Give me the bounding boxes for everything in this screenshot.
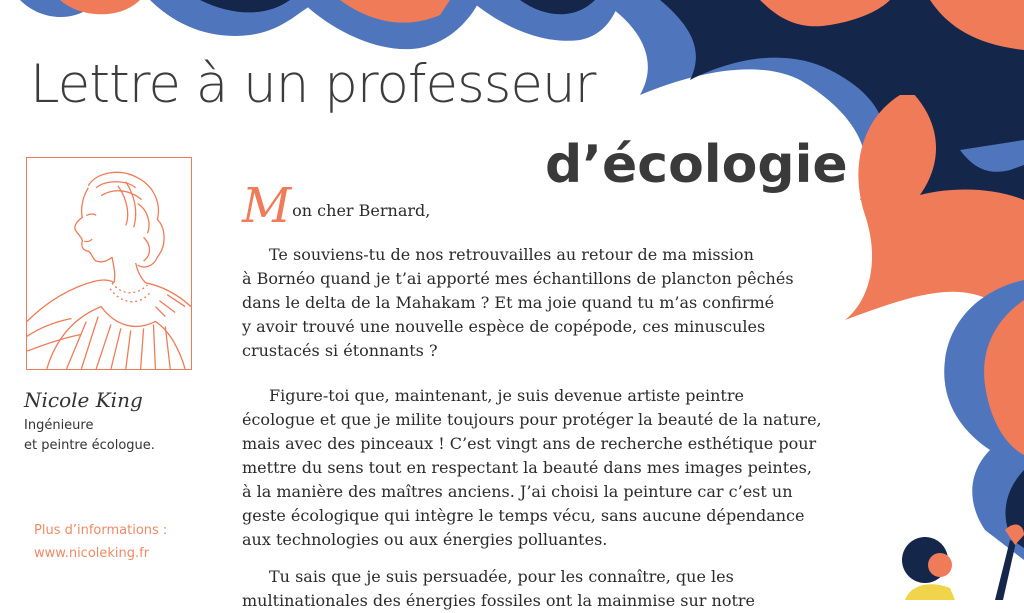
paragraph-line: à Bornéo quand je t’ai apporté mes échantillons de plancton pêchés	[242, 269, 794, 288]
salutation-text: on cher Bernard,	[292, 201, 431, 220]
letter-paragraph-3	[242, 565, 822, 613]
paragraph-line: dans le delta de la Mahakam ? Et ma joie quand tu m’as confirmé	[242, 293, 775, 312]
paragraph-line: à la manière des maîtres anciens. J’ai choisi la peinture car c’est un	[242, 482, 793, 501]
letter-salutation	[242, 178, 430, 234]
article-title-line2: d’écologie	[545, 135, 848, 195]
author-role-line2: et peintre écologue.	[24, 438, 155, 453]
paragraph-line: mais avec des pinceaux ! C’est vingt ans de recherche esthétique pour	[242, 434, 817, 453]
paragraph-line: Te souviens-tu de nos retrouvailles au retour de ma mission	[269, 245, 754, 264]
letter-paragraph-2	[242, 384, 822, 552]
author-caption	[24, 416, 194, 456]
paragraph-line: Tu sais que je suis persuadée, pour les connaître, que les	[269, 567, 734, 586]
more-info-label: Plus d’informations :	[34, 523, 168, 538]
drop-cap: M	[242, 178, 292, 234]
paragraph-line: écologue et que je milite toujours pour protéger la beauté de la nature,	[242, 410, 822, 429]
author-website-link[interactable]: www.nicoleking.fr	[34, 546, 150, 561]
portrait-drawing-icon	[27, 158, 191, 369]
author-role-line1: Ingénieure	[24, 418, 94, 433]
more-info	[34, 519, 214, 565]
paragraph-line: mettre du sens tout en respectant la beauté dans mes images peintes,	[242, 458, 812, 477]
paragraph-line: y avoir trouvé une nouvelle espèce de copépode, ces minuscules	[242, 317, 766, 336]
author-signature: Nicole King	[24, 388, 143, 412]
article-title-line1: Lettre à un professeur	[30, 54, 596, 115]
paragraph-line: multinationales des énergies fossiles ont la mainmise sur notre	[242, 591, 756, 610]
paragraph-line: crustacés si étonnants ?	[242, 341, 438, 360]
paragraph-line: geste écologique qui intègre le temps vécu, sans aucune dépendance	[242, 506, 805, 525]
paragraph-line: aux technologies ou aux énergies polluantes.	[242, 530, 608, 549]
paragraph-line: Figure-toi que, maintenant, je suis devenue artiste peintre	[269, 386, 744, 405]
author-portrait	[26, 157, 192, 370]
letter-paragraph-1	[242, 243, 822, 363]
